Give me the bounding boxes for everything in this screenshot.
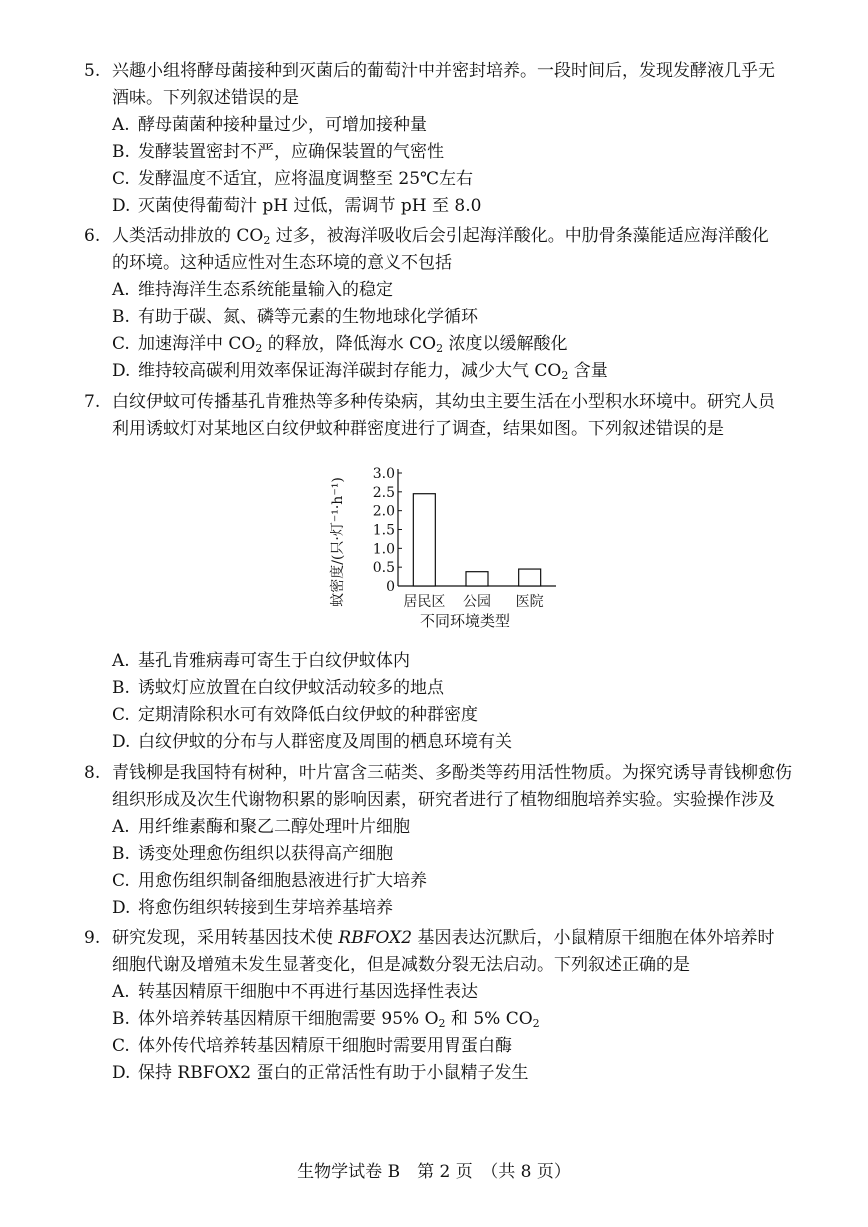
- question-5: [84, 58, 804, 220]
- option-b[interactable]: B. 体外培养转基因精原干细胞需要 95% $O_2$ 和 5% $CO_2$: [112, 1009, 540, 1030]
- question-7: [84, 389, 804, 443]
- bars: [413, 494, 540, 586]
- option-d[interactable]: D. 白纹伊蚊的分布与人群密度及周围的栖息环境有关: [112, 732, 512, 752]
- question-stem: 酒味。下列叙述错误的是: [112, 88, 299, 108]
- question-stem: 利用诱蚊灯对某地区白纹伊蚊种群密度进行了调查，结果如图。下列叙述错误的是: [112, 419, 724, 439]
- question-7-options: [84, 648, 804, 756]
- option-a[interactable]: A. 酵母菌菌种接种量过少，可增加接种量: [112, 115, 427, 135]
- y-axis-label: 蚊密度/(只·灯⁻¹·h⁻¹): [330, 477, 346, 607]
- y-tick-label: 2.5: [372, 484, 395, 501]
- question-stem: 青钱柳是我国特有树种，叶片富含三萜类、多酚类等药用活性物质。为探究诱导青钱柳愈伤: [112, 763, 792, 783]
- x-tick-label: 医院: [515, 594, 544, 610]
- option-b[interactable]: B. 发酵装置密封不严，应确保装置的气密性: [112, 142, 444, 162]
- y-tick-label: 3.0: [372, 466, 395, 482]
- question-stem: 研究发现，采用转基因技术使 RBFOX2 基因表达沉默后，小鼠精原干细胞在体外培养时: [112, 928, 775, 948]
- option-d[interactable]: D. 灭菌使得葡萄汁 pH 过低，需调节 pH 至 8.0: [112, 196, 482, 216]
- question-number: 9.: [84, 928, 101, 948]
- option-d[interactable]: D. 将愈伤组织转接到生芽培养基培养: [112, 898, 393, 918]
- question-number: 6.: [84, 226, 101, 246]
- option-d[interactable]: D. 保持 RBFOX2 蛋白的正常活性有助于小鼠精子发生: [112, 1063, 529, 1083]
- bar-2: [466, 572, 488, 586]
- option-c[interactable]: C. 发酵温度不适宜，应将温度调整至 25℃左右: [112, 169, 474, 189]
- option-c[interactable]: C. 加速海洋中 $CO_2$ 的释放，降低海水 $CO_2$ 浓度以缓解酸化: [112, 334, 568, 355]
- x-axis-label: 不同环境类型: [419, 612, 511, 630]
- question-stem: 的环境。这种适应性对生态环境的意义不包括: [112, 253, 452, 273]
- question-stem: 人类活动排放的 $CO_2$ 过多，被海洋吸收后会引起海洋酸化。中肋骨条藻能适应海洋酸化: [112, 226, 769, 247]
- option-b[interactable]: B. 有助于碳、氮、磷等元素的生物地球化学循环: [112, 307, 478, 327]
- question-9: [84, 925, 804, 1087]
- y-tick-label: 1.0: [372, 541, 395, 558]
- mosquito-density-bar-chart: [320, 462, 580, 637]
- question-stem: 组织形成及次生代谢物积累的影响因素，研究者进行了植物细胞培养实验。实验操作涉及: [112, 790, 775, 810]
- option-d[interactable]: D. 维持较高碳利用效率保证海洋碳封存能力，减少大气 $CO_2$ 含量: [112, 361, 608, 382]
- option-a[interactable]: A. 维持海洋生态系统能量输入的稳定: [112, 280, 393, 300]
- option-c[interactable]: C. 用愈伤组织制备细胞悬液进行扩大培养: [112, 871, 427, 891]
- y-tick-label: 1.5: [372, 522, 395, 539]
- bar-3: [519, 569, 541, 586]
- question-number: 8.: [84, 763, 101, 783]
- x-tick-label: 居民区: [403, 594, 446, 610]
- x-tick-label: 公园: [463, 594, 491, 610]
- option-a[interactable]: A. 基孔肯雅病毒可寄生于白纹伊蚊体内: [112, 651, 410, 671]
- option-c[interactable]: C. 定期清除积水可有效降低白纹伊蚊的种群密度: [112, 705, 478, 725]
- page-footer: 生物学试卷 B 第 2 页 （共 8 页）: [297, 1162, 571, 1182]
- question-number: 7.: [84, 392, 101, 412]
- question-stem: 白纹伊蚊可传播基孔肯雅热等多种传染病，其幼虫主要生活在小型积水环境中。研究人员: [112, 392, 775, 412]
- question-stem: 兴趣小组将酵母菌接种到灭菌后的葡萄汁中并密封培养。一段时间后，发现发酵液几乎无: [112, 61, 775, 81]
- y-tick-label: 0.5: [372, 560, 395, 577]
- option-a[interactable]: A. 用纤维素酶和聚乙二醇处理叶片细胞: [112, 817, 410, 837]
- question-stem: 细胞代谢及增殖未发生显著变化，但是减数分裂无法启动。下列叙述正确的是: [112, 955, 690, 975]
- x-tick-labels: [403, 594, 543, 610]
- option-a[interactable]: A. 转基因精原干细胞中不再进行基因选择性表达: [112, 982, 478, 1002]
- question-8: [84, 760, 804, 922]
- question-6: [84, 223, 804, 385]
- option-b[interactable]: B. 诱蚊灯应放置在白纹伊蚊活动较多的地点: [112, 678, 444, 698]
- y-tick-label: 0: [386, 579, 395, 595]
- y-tick-label: 2.0: [372, 503, 395, 520]
- question-number: 5.: [84, 61, 101, 81]
- option-b[interactable]: B. 诱变处理愈伤组织以获得高产细胞: [112, 844, 393, 864]
- option-c[interactable]: C. 体外传代培养转基因精原干细胞时需要用胃蛋白酶: [112, 1036, 512, 1056]
- bar-1: [413, 494, 435, 586]
